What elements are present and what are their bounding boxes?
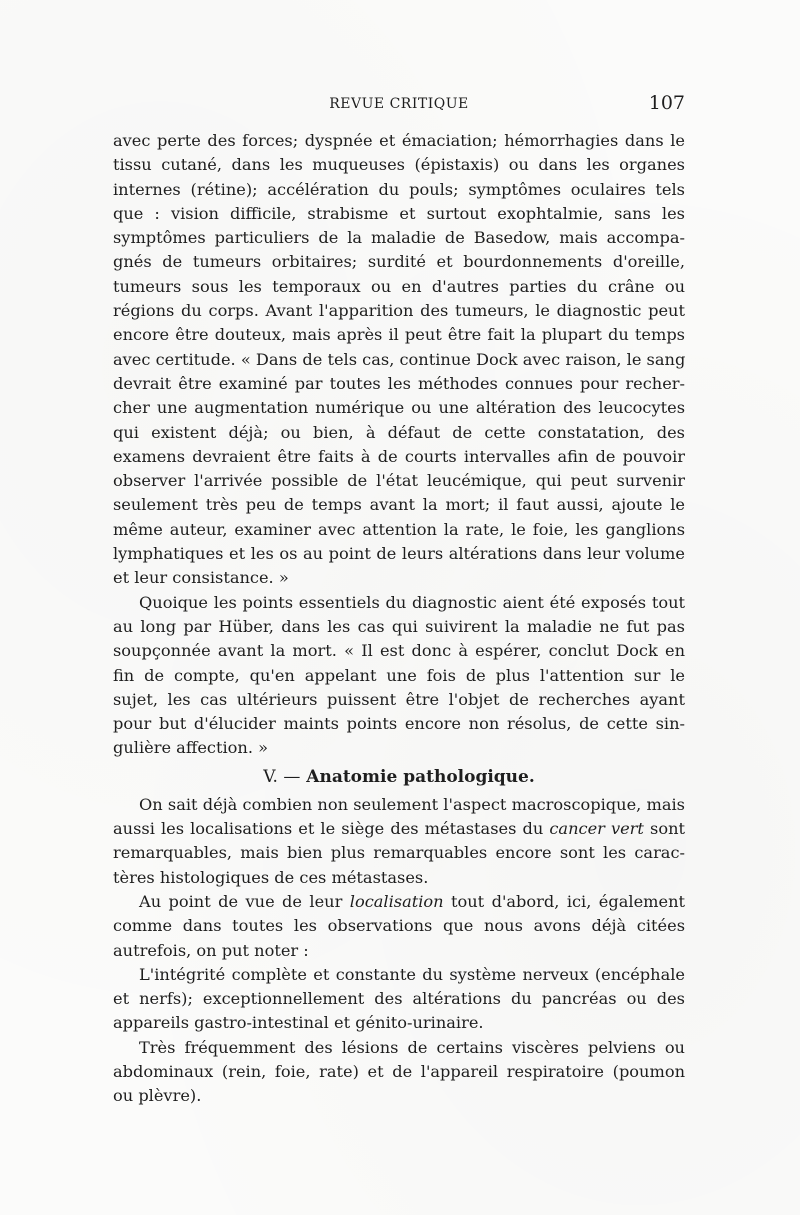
paragraph: [113, 793, 685, 890]
body-text: [113, 129, 685, 1109]
text-line: et leur consistance. »: [113, 568, 289, 588]
paragraph-continuation: [113, 129, 685, 591]
section-heading: [113, 763, 685, 791]
text-line: sujet, les cas ultérieurs puissent être l'objet de recherches ayant: [113, 689, 685, 709]
text-line: internes (rétine); accélération du pouls; symptômes oculaires tels: [113, 179, 685, 199]
text-line: gnés de tumeurs orbitaires; surdité et bourdonnements d'oreille,: [113, 252, 685, 272]
text-line: avec perte des forces; dyspnée et émaciation; hémorrhagies dans le: [113, 131, 685, 150]
text-line: que : vision difficile, strabisme et surtout exophtalmie, sans les: [113, 203, 685, 223]
text-line: appareils gastro-intestinal et génito-urinaire.: [113, 1013, 484, 1033]
text-line: remarquables, mais bien plus remarquables encore sont les carac-: [113, 843, 685, 863]
text-line: qui existent déjà; ou bien, à défaut de cette constatation, des: [113, 422, 685, 442]
italic-term: localisation: [349, 891, 444, 911]
text-line: Quoique les points essentiels du diagnostic aient été exposés tout: [139, 592, 685, 612]
text-line: même auteur, examiner avec attention la rate, le foie, les ganglions: [113, 519, 685, 539]
paragraph: [113, 591, 685, 761]
text-line: encore être douteux, mais après il peut être fait la plupart du temps: [113, 325, 685, 345]
page-header: [113, 92, 685, 122]
text-line: seulement très peu de temps avant la mort; il faut aussi, ajoute le: [113, 495, 685, 515]
text-line: cher une augmentation numérique ou une altération des leucocytes: [113, 398, 685, 418]
paragraph: [113, 1036, 685, 1109]
text-line: symptômes particuliers de la maladie de Basedow, mais accompa-: [113, 228, 685, 248]
text-line: autrefois, on put noter :: [113, 940, 309, 960]
section-title: Anatomie pathologique.: [306, 766, 535, 787]
text-line: régions du corps. Avant l'apparition des tumeurs, le diagnostic peut: [113, 301, 685, 321]
text-line: lymphatiques et les os au point de leurs altérations dans leur volume: [113, 544, 685, 564]
text-line: examens devraient être faits à de courts intervalles afin de pouvoir: [113, 446, 685, 466]
text-line: avec certitude. « Dans de tels cas, continue Dock avec raison, le sang: [113, 349, 686, 369]
running-title: REVUE CRITIQUE: [329, 96, 469, 112]
text-line: tissu cutané, dans les muqueuses (épistaxis) ou dans les organes: [113, 155, 685, 175]
text-line: Très fréquemment des lésions de certains viscères pelviens ou: [139, 1037, 685, 1057]
text-span: aussi les localisations et le siège des métastases du: [113, 819, 544, 839]
text-span: tout d'abord, ici, également: [451, 891, 686, 911]
text-span: Au point de vue de leur: [139, 891, 343, 911]
text-line: tumeurs sous les temporaux ou en d'autres parties du crâne ou: [113, 276, 685, 296]
text-line: On sait déjà combien non seulement l'aspect macroscopique, mais: [139, 794, 685, 814]
text-line: fin de compte, qu'en appelant une fois de plus l'attention sur le: [113, 665, 685, 685]
text-span: sont: [650, 819, 685, 839]
text-line: observer l'arrivée possible de l'état leucémique, qui peut survenir: [113, 471, 685, 491]
italic-term: cancer vert: [549, 819, 644, 839]
page-number: 107: [648, 92, 685, 114]
text-line: ou plèvre).: [113, 1086, 202, 1106]
text-line: tères histologiques de ces métastases.: [113, 867, 429, 887]
text-line: abdominaux (rein, foie, rate) et de l'appareil respiratoire (poumon: [113, 1061, 685, 1081]
paragraph: [113, 890, 685, 963]
text-line: comme dans toutes les observations que nous avons déjà citées: [113, 916, 685, 936]
text-line: pour but d'élucider maints points encore non résolus, de cette sin-: [113, 714, 685, 734]
text-line: gulière affection. »: [113, 738, 269, 758]
text-line: L'intégrité complète et constante du système nerveux (encéphale: [139, 964, 685, 984]
section-number: V. —: [263, 766, 301, 787]
text-line: [113, 890, 685, 914]
text-line: soupçonnée avant la mort. « Il est donc à espérer, conclut Dock en: [113, 641, 685, 661]
text-line: [113, 817, 685, 841]
text-line: au long par Hüber, dans les cas qui suivirent la maladie ne fut pas: [113, 616, 685, 636]
paragraph: [113, 963, 685, 1036]
text-line: et nerfs); exceptionnellement des altérations du pancréas ou des: [113, 989, 685, 1009]
text-line: devrait être examiné par toutes les méthodes connues pour recher-: [113, 373, 685, 393]
